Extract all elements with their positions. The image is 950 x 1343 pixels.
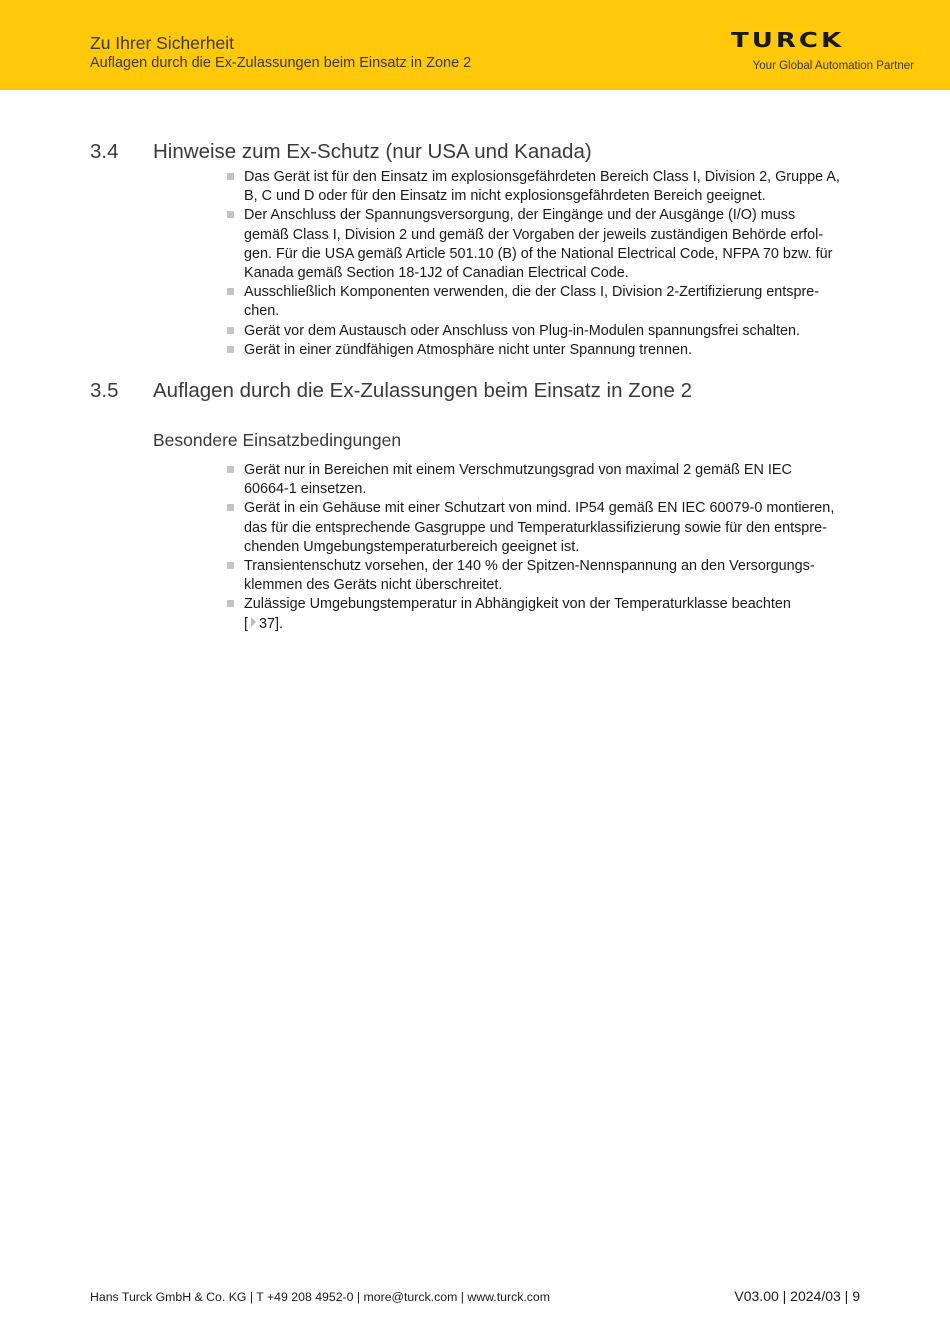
section-3-4-title: Hinweise zum Ex-Schutz (nur USA und Kanada) [153, 140, 592, 163]
section-3-5-list [225, 461, 865, 634]
list-item-line: das für die entsprechende Gasgruppe und Temperaturklassifizierung sowie für den entspre- [244, 519, 827, 536]
list-item [225, 341, 865, 360]
header-title: Zu Ihrer Sicherheit [90, 33, 234, 53]
bullet-square-icon [227, 288, 234, 295]
page-header [0, 0, 950, 90]
bullet-square-icon [227, 173, 234, 180]
list-item-line: B, C und D oder für den Einsatz im nicht explosionsgefährdeten Bereich geeignet. [244, 188, 766, 205]
section-3-5-title: Auflagen durch die Ex-Zulassungen beim Einsatz in Zone 2 [153, 379, 693, 402]
list-item-line: Der Anschluss der Spannungsversorgung, der Eingänge und der Ausgänge (I/O) muss [244, 207, 796, 224]
bullet-square-icon [227, 327, 234, 334]
page-link-arrow-icon [251, 617, 256, 627]
list-item-line: gemäß Class I, Division 2 und gemäß der Vorgaben der jeweils zuständigen Behörde erfol- [244, 226, 824, 243]
bullet-square-icon [227, 562, 234, 569]
list-item [225, 168, 865, 206]
bullet-square-icon [227, 504, 234, 511]
turck-logo [731, 29, 914, 56]
logo-wordmark: TURCK [731, 29, 845, 53]
footer-company-info: Hans Turck GmbH & Co. KG | T +49 208 4952-0 | more@turck.com | www.turck.com [90, 1290, 551, 1304]
list-item-line: Transientenschutz vorsehen, der 140 % der Spitzen-Nennspannung an den Versorgungs- [244, 558, 815, 575]
ref-bracket-open: [ [244, 615, 248, 632]
list-item-line: Das Gerät ist für den Einsatz im explosionsgefährdeten Bereich Class I, Division 2, Gruppe A, [244, 169, 840, 185]
page-reference[interactable] [244, 615, 865, 634]
list-item-line: Gerät in ein Gehäuse mit einer Schutzart von mind. IP54 gemäß EN IEC 60079-0 montieren, [244, 500, 835, 517]
list-item-line: chen. [244, 303, 280, 320]
subheading: Besondere Einsatzbedingungen [153, 430, 402, 450]
list-item [225, 206, 865, 283]
list-item [225, 595, 865, 633]
list-item-line: 60664-1 einsetzen. [244, 481, 367, 498]
bullet-square-icon [227, 466, 234, 473]
list-item [225, 283, 865, 321]
list-item-line: Kanada gemäß Section 18-1J2 of Canadian Electrical Code. [244, 265, 629, 282]
list-item-line: Gerät vor dem Austausch oder Anschluss von Plug-in-Modulen spannungsfrei schalten. [244, 322, 800, 339]
ref-bracket-close: ]. [275, 615, 284, 632]
logo-tagline: Your Global Automation Partner [752, 60, 914, 72]
list-item [225, 499, 865, 557]
list-item-line: chenden Umgebungstemperaturbereich geeignet ist. [244, 538, 580, 555]
bullet-square-icon [227, 346, 234, 353]
section-3-4-list [225, 168, 865, 360]
list-item [225, 461, 865, 499]
list-item-line: klemmen des Geräts nicht überschreitet. [244, 577, 503, 594]
list-item-line: Zulässige Umgebungstemperatur in Abhängigkeit von der Temperaturklasse beachten [244, 596, 791, 613]
section-3-4-number: 3.4 [90, 140, 119, 163]
bullet-square-icon [227, 211, 234, 218]
ref-page-number[interactable]: 37 [259, 615, 276, 632]
header-subtitle: Auflagen durch die Ex-Zulassungen beim Einsatz in Zone 2 [90, 55, 472, 71]
bullet-square-icon [227, 600, 234, 607]
footer-version-page: V03.00 | 2024/03 | 9 [734, 1288, 860, 1304]
list-item-line: Ausschließlich Komponenten verwenden, die der Class I, Division 2-Zertifizierung entspre- [244, 284, 820, 301]
list-item-line: Gerät in einer zündfähigen Atmosphäre nicht unter Spannung trennen. [244, 341, 693, 358]
section-3-5-number: 3.5 [90, 379, 119, 402]
list-item [225, 557, 865, 595]
list-item-line: gen. Für die USA gemäß Article 501.10 (B) of the National Electrical Code, NFPA 70 bzw. für [244, 245, 833, 262]
list-item-line: Gerät nur in Bereichen mit einem Verschmutzungsgrad von maximal 2 gemäß EN IEC [244, 462, 792, 478]
list-item [225, 322, 865, 341]
